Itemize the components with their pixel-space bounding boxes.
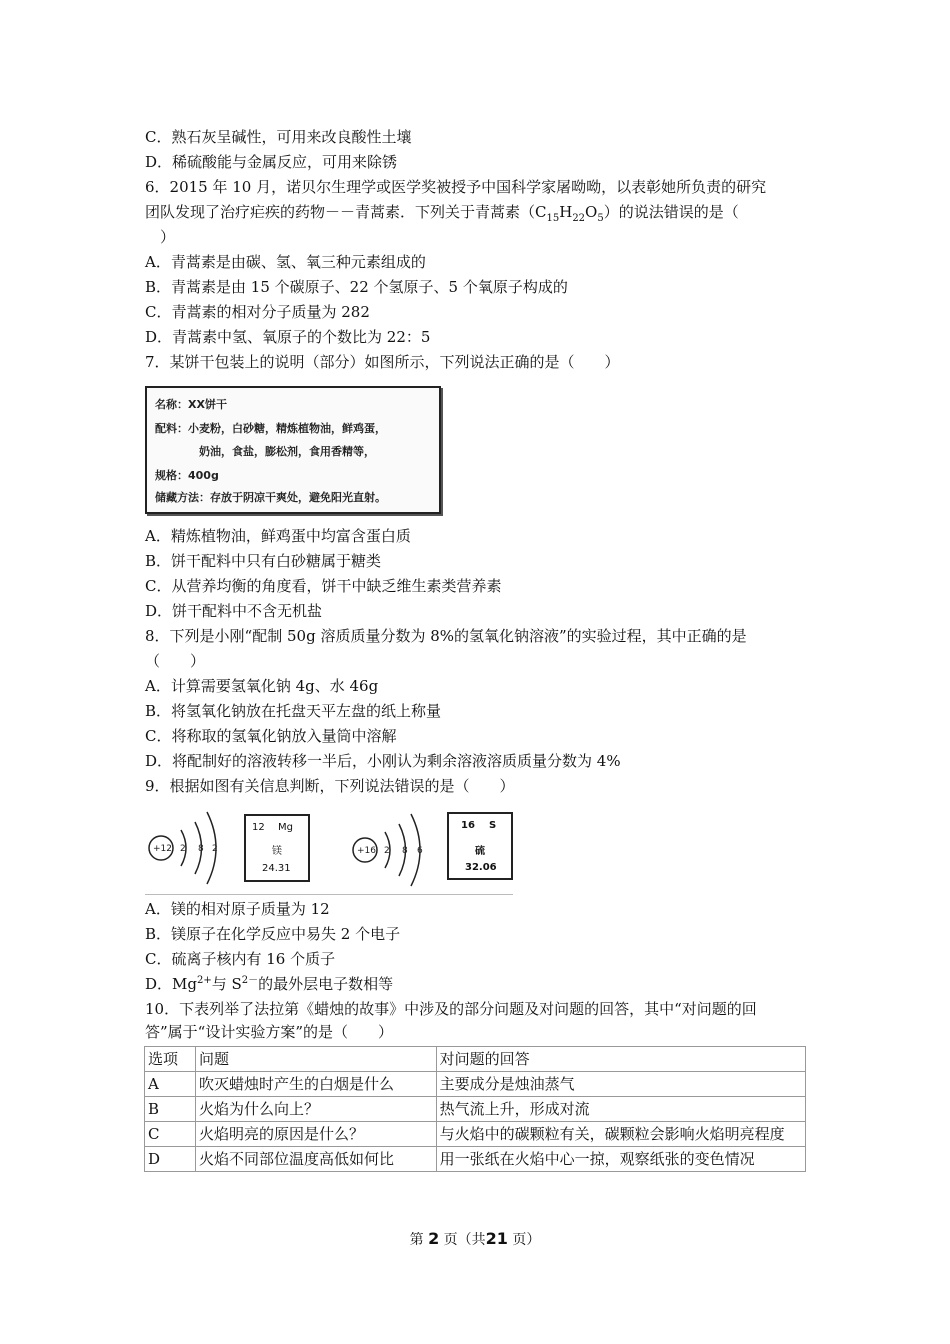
q10-table [144,1046,806,1172]
label-ingredients-2: 奶油，食盐，膨松剂，食用香精等， [199,445,375,458]
q9-option-d-text: 与 S [211,975,242,993]
subscript: 15 [546,213,560,224]
table-cell: 火焰不同部位温度高低如何比 [195,1147,436,1172]
table-cell: B [145,1097,196,1122]
q7-option-c: C．从营养均衡的角度看，饼干中缺乏维生素类营养素 [145,577,502,595]
q6-option-c: C．青蒿素的相对分子质量为 282 [145,303,370,321]
page-number: 2 [428,1229,440,1248]
table-cell: A [145,1072,196,1097]
label-ingredients-1: 配料：小麦粉，白砂糖，精炼植物油，鲜鸡蛋， [155,422,386,435]
mg-element-card [244,814,310,882]
mg-name: 镁 [272,846,282,857]
s-mass: 32.06 [465,862,497,873]
mg-shell-2: 8 [198,844,204,854]
q9-option-d-text: D．Mg [145,975,197,993]
q9-option-a: A．镁的相对原子质量为 12 [145,900,330,918]
q5-option-d: D．稀硫酸能与金属反应，可用来除锈 [145,153,398,171]
mg-nucleus: +12 [153,844,172,854]
table-cell: 吹灭蜡烛时产生的白烟是什么 [195,1072,436,1097]
page-footer [0,1229,950,1249]
table-cell: C [145,1122,196,1147]
superscript: 2－ [241,975,259,986]
footer-text: 页（共 [443,1232,486,1248]
table-header-cell: 对问题的回答 [436,1047,805,1072]
mg-mass: 24.31 [262,863,291,874]
table-row [145,1072,806,1097]
q7-option-a: A．精炼植物油，鲜鸡蛋中均富含蛋白质 [145,527,411,545]
q6-option-d: D．青蒿素中氢、氧原子的个数比为 22：5 [145,328,431,346]
mg-symbol: Mg [278,822,293,833]
s-atomic-number: 16 [461,820,475,831]
q9-option-d [145,974,393,994]
q7-option-d: D．饼干配料中不含无机盐 [145,602,323,620]
q6-stem-text: ）的说法错误的是（ [603,203,739,221]
q9-option-b: B．镁原子在化学反应中易失 2 个电子 [145,925,401,943]
q8-option-c: C．将称取的氢氧化钠放入量筒中溶解 [145,727,397,745]
q10-stem-line2: 答”属于“设计实验方案”的是（ ） [145,1023,394,1041]
s-shell-2: 8 [402,846,408,856]
table-cell: 主要成分是烛油蒸气 [436,1072,805,1097]
q6-stem-line1: 6．2015 年 10 月，诺贝尔生理学或医学奖被授予中国科学家屠呦呦，以表彰她所负责的研究 [145,178,767,196]
element-o: O [585,203,598,221]
s-symbol: S [489,820,497,831]
q8-option-a: A．计算需要氢氧化钠 4g、水 46g [145,677,379,695]
q9-option-d-text: 的最外层电子数相等 [258,975,394,993]
q5-option-c: C．熟石灰呈碱性，可用来改良酸性土壤 [145,128,412,146]
mg-shell-3: 2 [212,844,218,854]
table-header-cell: 选项 [145,1047,196,1072]
table-cell: 用一张纸在火焰中心一掠，观察纸张的变色情况 [436,1147,805,1172]
subscript: 22 [572,213,586,224]
s-shell-3: 6 [417,846,423,856]
q9-option-c: C．硫离子核内有 16 个质子 [145,950,336,968]
table-header-row [145,1047,806,1072]
table-row [145,1097,806,1122]
q8-stem-line1: 8．下列是小刚“配制 50g 溶质质量分数为 8%的氢氧化钠溶液”的实验过程，其中正确的是 [145,627,747,645]
s-name: 硫 [475,846,485,857]
table-cell: 热气流上升，形成对流 [436,1097,805,1122]
table-cell: 与火焰中的碳颗粒有关，碳颗粒会影响火焰明亮程度 [436,1122,805,1147]
footer-text: 第 [409,1232,424,1248]
q7-option-b: B．饼干配料中只有白砂糖属于糖类 [145,552,382,570]
label-name: 名称：XX饼干 [155,398,227,411]
total-pages: 21 [485,1229,508,1248]
q6-option-a: A．青蒿素是由碳、氢、氧三种元素组成的 [145,253,426,271]
q6-stem-line2 [145,202,739,222]
element-h: H [559,203,573,221]
subscript: 5 [597,213,604,224]
q8-stem-line2: （ ） [145,652,206,670]
q6-stem-text: 团队发现了治疗疟疾的药物－－青蒿素．下列关于青蒿素（C [145,203,547,221]
s-nucleus: +16 [357,846,376,856]
table-cell: 火焰明亮的原因是什么？ [195,1122,436,1147]
mg-atomic-number: 12 [252,822,265,833]
table-header-cell: 问题 [195,1047,436,1072]
q8-option-d: D．将配制好的溶液转移一半后，小刚认为剩余溶液溶质质量分数为 4% [145,752,621,770]
s-element-card [447,812,513,880]
atom-structure-figure [145,798,513,895]
table-cell: 火焰为什么向上？ [195,1097,436,1122]
footer-text: 页） [512,1232,541,1248]
q10-stem-line1: 10．下表列举了法拉第《蜡烛的故事》中涉及的部分问题及对问题的回答，其中“对问题的回 [145,1000,757,1018]
q6-stem-line3: ） [145,228,176,246]
label-storage: 储藏方法：存放于阴凉干爽处，避免阳光直射。 [155,491,386,504]
superscript: 2+ [197,975,212,986]
biscuit-label-image [145,386,441,514]
s-shell-1: 2 [384,846,390,856]
q7-stem: 7．某饼干包装上的说明（部分）如图所示，下列说法正确的是（ ） [145,353,620,371]
table-cell: D [145,1147,196,1172]
q9-stem: 9．根据如图有关信息判断，下列说法错误的是（ ） [145,777,515,795]
label-spec: 规格：400g [155,469,219,482]
mg-shell-1: 2 [180,844,186,854]
table-row [145,1147,806,1172]
q8-option-b: B．将氢氧化钠放在托盘天平左盘的纸上称量 [145,702,442,720]
q6-option-b: B．青蒿素是由 15 个碳原子、22 个氢原子、5 个氧原子构成的 [145,278,568,296]
table-row [145,1122,806,1147]
